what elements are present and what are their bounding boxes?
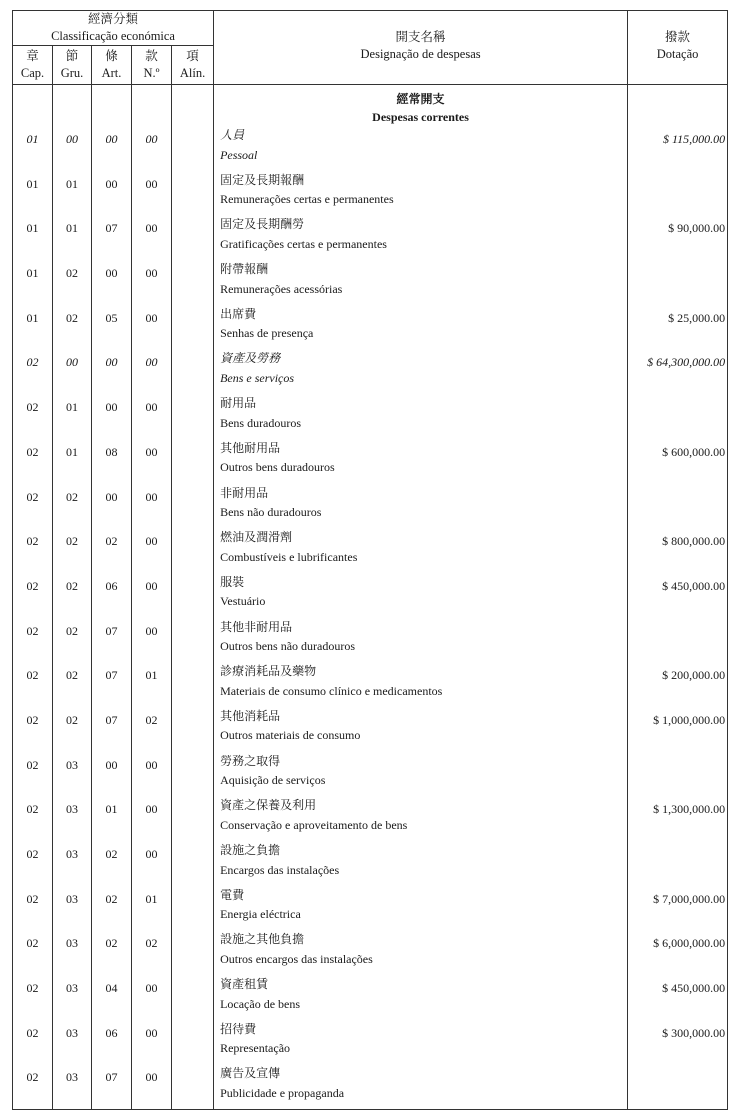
description-header (214, 11, 628, 85)
expense-designation (214, 215, 628, 260)
amount-header-zh: 撥款 (665, 30, 691, 44)
table-row (13, 484, 728, 529)
number-code: 00 (132, 528, 172, 573)
designation-zh: 資產及勞務 (220, 351, 281, 366)
article-code: 06 (92, 1020, 132, 1065)
alinea-code (172, 484, 214, 529)
alinea-code (172, 707, 214, 752)
number-code: 00 (132, 171, 172, 216)
alinea-code (172, 796, 214, 841)
cap-code: 02 (13, 484, 53, 529)
alinea-code (172, 930, 214, 975)
designation-pt: Remunerações acessórias (220, 281, 343, 296)
allocation-amount: $ 450,000.00 (628, 975, 728, 1020)
designation-zh: 出席費 (220, 306, 257, 321)
number-code: 00 (132, 349, 172, 394)
designation-pt: Outros encargos das instalações (220, 951, 373, 966)
allocation-amount (628, 752, 728, 797)
expense-designation (214, 484, 628, 529)
table-row (13, 215, 728, 260)
description-header-zh: 開支名稱 (395, 30, 446, 44)
designation-zh: 診療消耗品及藥物 (220, 664, 317, 679)
designation-zh: 人員 (220, 128, 245, 142)
table-row (13, 1064, 728, 1109)
designation-pt: Combustíveis e lubrificantes (220, 549, 358, 564)
expense-designation (214, 260, 628, 305)
alinea-code (172, 618, 214, 663)
cap-code: 02 (13, 975, 53, 1020)
classification-header-pt: Classificação económica (51, 29, 175, 43)
designation-zh: 其他耐用品 (220, 440, 281, 455)
expense-designation (214, 1020, 628, 1065)
cap-code: 01 (13, 215, 53, 260)
group-code: 02 (53, 305, 92, 350)
number-code: 00 (132, 975, 172, 1020)
cap-code: 01 (13, 260, 53, 305)
number-code: 00 (132, 841, 172, 886)
designation-pt: Remunerações certas e permanentes (220, 192, 394, 207)
expense-designation (214, 171, 628, 216)
amount-header (628, 11, 728, 85)
group-code: 03 (53, 1064, 92, 1109)
allocation-amount: $ 115,000.00 (628, 126, 728, 171)
designation-zh: 固定及長期酬勞 (220, 217, 305, 232)
expense-designation (214, 349, 628, 394)
allocation-amount (628, 171, 728, 216)
group-code: 02 (53, 573, 92, 618)
article-code: 02 (92, 886, 132, 931)
table-row (13, 975, 728, 1020)
article-code: 04 (92, 975, 132, 1020)
number-code: 00 (132, 484, 172, 529)
designation-pt: Encargos das instalações (220, 862, 340, 877)
cap-code: 01 (13, 305, 53, 350)
table-row (13, 662, 728, 707)
column-header-cap-pt: Cap. (20, 66, 45, 80)
article-code: 07 (92, 215, 132, 260)
article-code: 08 (92, 439, 132, 484)
designation-zh: 耐用品 (220, 396, 257, 411)
table-row (13, 439, 728, 484)
number-code: 00 (132, 752, 172, 797)
allocation-amount: $ 300,000.00 (628, 1020, 728, 1065)
expense-designation (214, 618, 628, 663)
group-code: 03 (53, 1020, 92, 1065)
cap-code: 02 (13, 439, 53, 484)
allocation-amount: $ 64,300,000.00 (628, 349, 728, 394)
designation-pt: Outros bens duradouros (220, 460, 335, 475)
alinea-code (172, 1020, 214, 1065)
designation-zh: 固定及長期報酬 (220, 172, 305, 187)
designation-zh: 燃油及潤滑劑 (220, 530, 293, 545)
expense-designation (214, 707, 628, 752)
expense-designation (214, 662, 628, 707)
section-heading (214, 90, 628, 126)
number-code: 00 (132, 1020, 172, 1065)
group-code: 01 (53, 439, 92, 484)
designation-zh: 其他消耗品 (220, 708, 281, 723)
alinea-code (172, 528, 214, 573)
alinea-code (172, 573, 214, 618)
designation-pt: Bens não duradouros (220, 505, 322, 519)
column-header-gru-zh: 節 (65, 49, 79, 63)
group-code: 01 (53, 394, 92, 439)
article-code: 00 (92, 171, 132, 216)
cap-code: 01 (13, 126, 53, 171)
expense-designation (214, 573, 628, 618)
group-code: 02 (53, 260, 92, 305)
number-code: 01 (132, 662, 172, 707)
designation-pt: Pessoal (220, 147, 258, 162)
designation-zh: 廣告及宣傳 (220, 1066, 281, 1081)
article-code: 00 (92, 394, 132, 439)
article-code: 00 (92, 349, 132, 394)
column-header-art (92, 46, 132, 85)
expense-designation (214, 796, 628, 841)
table-row (13, 886, 728, 931)
column-header-alin-zh: 項 (186, 49, 199, 63)
table-row (13, 394, 728, 439)
designation-zh: 設施之負擔 (220, 843, 281, 857)
article-code: 05 (92, 305, 132, 350)
article-code: 07 (92, 707, 132, 752)
group-code: 03 (53, 930, 92, 975)
article-code: 00 (92, 260, 132, 305)
table-row (13, 930, 728, 975)
table-row (13, 171, 728, 216)
expense-designation (214, 930, 628, 975)
designation-zh: 設施之其他負擔 (220, 932, 305, 947)
allocation-amount (628, 1064, 728, 1109)
column-header-gru-pt: Gru. (60, 66, 84, 80)
alinea-code (172, 841, 214, 886)
designation-pt: Outros materiais de consumo (220, 728, 361, 743)
table-row (13, 349, 728, 394)
classification-header-zh: 經濟分類 (88, 12, 139, 26)
alinea-code (172, 349, 214, 394)
number-code: 00 (132, 1064, 172, 1109)
designation-zh: 附帶報酬 (220, 262, 269, 277)
group-code: 01 (53, 215, 92, 260)
table-row (13, 528, 728, 573)
group-code: 03 (53, 975, 92, 1020)
number-code: 01 (132, 886, 172, 931)
alinea-code (172, 975, 214, 1020)
number-code: 00 (132, 796, 172, 841)
alinea-code (172, 215, 214, 260)
group-code: 03 (53, 841, 92, 886)
expense-designation (214, 752, 628, 797)
allocation-amount: $ 450,000.00 (628, 573, 728, 618)
group-code: 03 (53, 796, 92, 841)
column-header-art-zh: 條 (105, 49, 118, 63)
classification-header (13, 11, 214, 46)
alinea-code (172, 752, 214, 797)
cap-code: 02 (13, 796, 53, 841)
expense-designation (214, 975, 628, 1020)
cap-code: 02 (13, 930, 53, 975)
column-header-alin-pt: Alín. (179, 66, 206, 80)
group-code: 02 (53, 662, 92, 707)
number-code: 02 (132, 930, 172, 975)
alinea-code (172, 886, 214, 931)
designation-pt: Outros bens não duradouros (220, 639, 356, 654)
cap-code: 02 (13, 528, 53, 573)
expense-designation (214, 439, 628, 484)
group-code: 02 (53, 618, 92, 663)
designation-pt: Bens e serviços (220, 370, 295, 385)
article-code: 07 (92, 662, 132, 707)
allocation-amount: $ 25,000.00 (628, 305, 728, 350)
section-title-zh: 經常開支 (396, 92, 445, 106)
alinea-code (172, 305, 214, 350)
allocation-amount: $ 7,000,000.00 (628, 886, 728, 931)
alinea-code (172, 439, 214, 484)
expense-designation (214, 1064, 628, 1109)
article-code: 02 (92, 930, 132, 975)
cap-code: 02 (13, 349, 53, 394)
number-code: 00 (132, 618, 172, 663)
cap-code: 01 (13, 171, 53, 216)
number-code: 00 (132, 439, 172, 484)
alinea-code (172, 394, 214, 439)
designation-pt: Representação (220, 1041, 291, 1056)
designation-zh: 服裝 (220, 574, 245, 589)
cap-code: 02 (13, 573, 53, 618)
alinea-code (172, 126, 214, 171)
table-row (13, 1020, 728, 1065)
section-title-pt: Despesas correntes (372, 110, 469, 124)
designation-pt: Bens duradouros (220, 415, 302, 430)
number-code: 00 (132, 215, 172, 260)
column-header-num (132, 46, 172, 85)
expense-designation (214, 528, 628, 573)
expense-designation (214, 841, 628, 886)
expense-designation (214, 126, 628, 171)
designation-pt: Publicidade e propaganda (220, 1085, 345, 1100)
designation-zh: 非耐用品 (220, 485, 269, 500)
allocation-amount: $ 1,300,000.00 (628, 796, 728, 841)
alinea-code (172, 1064, 214, 1109)
article-code: 00 (92, 752, 132, 797)
designation-pt: Senhas de presença (220, 326, 314, 341)
designation-zh: 資產之保養及利用 (220, 798, 317, 813)
cap-code: 02 (13, 618, 53, 663)
alinea-code (172, 171, 214, 216)
designation-pt: Aquisição de serviços (220, 773, 326, 788)
number-code: 02 (132, 707, 172, 752)
group-code: 03 (53, 752, 92, 797)
cap-code: 02 (13, 841, 53, 886)
group-code: 02 (53, 707, 92, 752)
cap-code: 02 (13, 707, 53, 752)
group-code: 00 (53, 349, 92, 394)
column-header-cap (13, 46, 53, 85)
allocation-amount (628, 618, 728, 663)
allocation-amount: $ 200,000.00 (628, 662, 728, 707)
column-header-alin (172, 46, 214, 85)
alinea-code (172, 662, 214, 707)
table-row (13, 260, 728, 305)
alinea-code (172, 260, 214, 305)
allocation-amount (628, 394, 728, 439)
designation-zh: 招待費 (220, 1021, 257, 1036)
table-row (13, 841, 728, 886)
article-code: 07 (92, 618, 132, 663)
article-code: 01 (92, 796, 132, 841)
group-code: 00 (53, 126, 92, 171)
column-header-num-zh: 款 (145, 49, 158, 63)
description-header-pt: Designação de despesas (360, 47, 481, 61)
designation-pt: Conservação e aproveitamento de bens (220, 817, 408, 832)
cap-code: 02 (13, 662, 53, 707)
expense-designation (214, 394, 628, 439)
designation-pt: Locação de bens (220, 996, 301, 1011)
section-heading-row (13, 90, 728, 126)
designation-pt: Materiais de consumo clínico e medicamentos (220, 683, 443, 698)
allocation-amount: $ 90,000.00 (628, 215, 728, 260)
designation-zh: 電費 (220, 887, 245, 902)
group-code: 02 (53, 484, 92, 529)
designation-zh: 其他非耐用品 (220, 619, 293, 634)
table-body (13, 85, 728, 1110)
designation-zh: 資產租賃 (220, 977, 269, 992)
article-code: 02 (92, 841, 132, 886)
cap-code: 02 (13, 1020, 53, 1065)
column-header-gru (53, 46, 92, 85)
designation-pt: Gratificações certas e permanentes (220, 236, 387, 251)
table-row (13, 573, 728, 618)
group-code: 03 (53, 886, 92, 931)
column-header-cap-zh: 章 (26, 49, 39, 63)
budget-table (12, 10, 728, 1110)
number-code: 00 (132, 394, 172, 439)
cap-code: 02 (13, 1064, 53, 1109)
designation-pt: Vestuário (220, 594, 266, 609)
table-row (13, 707, 728, 752)
table-row (13, 126, 728, 171)
table-row (13, 752, 728, 797)
allocation-amount: $ 800,000.00 (628, 528, 728, 573)
cap-code: 02 (13, 886, 53, 931)
allocation-amount: $ 6,000,000.00 (628, 930, 728, 975)
article-code: 00 (92, 126, 132, 171)
allocation-amount (628, 484, 728, 529)
amount-header-pt: Dotação (656, 47, 699, 61)
designation-zh: 勞務之取得 (220, 753, 281, 768)
cap-code: 02 (13, 752, 53, 797)
number-code: 00 (132, 126, 172, 171)
group-code: 01 (53, 171, 92, 216)
designation-pt: Energia eléctrica (220, 907, 301, 922)
allocation-amount: $ 600,000.00 (628, 439, 728, 484)
expense-designation (214, 305, 628, 350)
cap-code: 02 (13, 394, 53, 439)
article-code: 02 (92, 528, 132, 573)
table-row (13, 305, 728, 350)
table-row (13, 796, 728, 841)
article-code: 00 (92, 484, 132, 529)
column-header-art-pt: Art. (101, 66, 122, 80)
article-code: 06 (92, 573, 132, 618)
table-header (13, 11, 728, 85)
group-code: 02 (53, 528, 92, 573)
expense-designation (214, 886, 628, 931)
allocation-amount (628, 841, 728, 886)
column-header-num-pt: N.º (143, 66, 160, 80)
allocation-amount (628, 260, 728, 305)
number-code: 00 (132, 573, 172, 618)
allocation-amount: $ 1,000,000.00 (628, 707, 728, 752)
article-code: 07 (92, 1064, 132, 1109)
number-code: 00 (132, 260, 172, 305)
number-code: 00 (132, 305, 172, 350)
table-row (13, 618, 728, 663)
